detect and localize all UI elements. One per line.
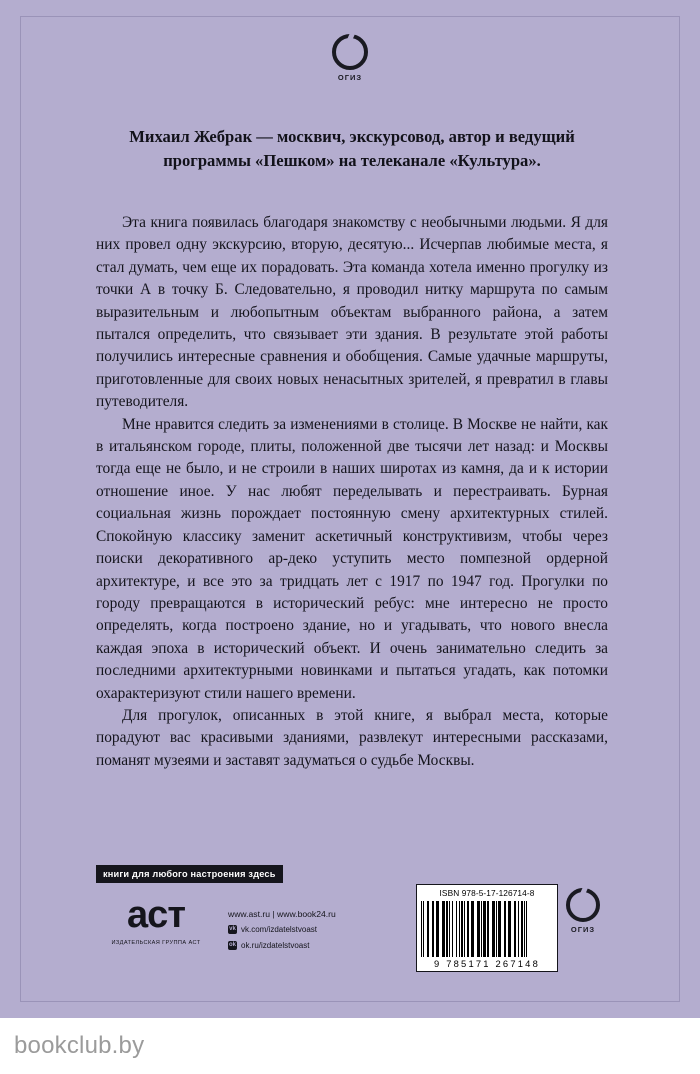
- blurb-paragraph: Эта книга появилась благодаря знакомству с необычными людьми. Я для них провел одну экскурсию, вторую, десятую... Исчерпав любимые места, я стал думать, чем еще их порадовать. Эта команда хотела именно прогулку из точки А в точку Б. Следовательно, я проводил нитку маршрута по самым выразительным и любопытным объектам выбранного района, а затем пытался определить, что связывает эти здания. В результате этой работы получились интересные сравнения и обобщения. Самые удачные маршруты, приготовленные для своих новых ненасытных зрителей, я превратил в главы путеводителя.: [96, 214, 608, 411]
- publisher-logo-bottom: [566, 888, 600, 934]
- vk-icon: vk: [229, 926, 236, 933]
- ast-publisher-logo: [96, 896, 216, 946]
- isbn-barcode-block: [416, 884, 558, 972]
- ogiz-ring-icon: [332, 34, 368, 70]
- publisher-logo-top-label: ОГИЗ: [337, 73, 363, 82]
- vk-link[interactable]: [228, 922, 336, 937]
- publisher-tagline: книги для любого настроения здесь: [96, 865, 283, 883]
- barcode-bars: [421, 901, 553, 957]
- publisher-logo-top: [0, 34, 700, 82]
- author-headline: Михаил Жебрак — москвич, экскурсовод, автор и ведущий программы «Пешком» на телеканале «Культура».: [129, 127, 575, 170]
- ok-icon: ok: [228, 941, 236, 948]
- website-links[interactable]: www.ast.ru | www.book24.ru: [228, 909, 336, 919]
- isbn-text: ISBN 978-5-17-126714-8: [439, 888, 535, 898]
- ok-link-label: ok.ru/izdatelstvoast: [241, 940, 310, 950]
- publisher-links: [228, 906, 336, 953]
- ast-logo-mark: аст: [127, 894, 185, 936]
- publisher-logo-bottom-label: ОГИЗ: [570, 925, 596, 934]
- watermark-text: bookclub.by: [14, 1032, 145, 1059]
- ast-logo-caption: ИЗДАТЕЛЬСКАЯ ГРУППА АСТ: [111, 940, 201, 946]
- blurb-text: [96, 212, 608, 772]
- ogiz-ring-icon: [566, 888, 600, 922]
- site-watermark-bar: [0, 1018, 700, 1074]
- ok-link[interactable]: [228, 938, 336, 953]
- barcode-digits: 9 785171 267148: [434, 958, 540, 969]
- blurb-paragraph: Для прогулок, описанных в этой книге, я выбрал места, которые порадуют вас красивыми зданиями, развлекут интересными рассказами, поманят музеями и заставят задуматься о судьбе Москвы.: [96, 706, 608, 769]
- vk-link-label: vk.com/izdatelstvoast: [241, 925, 318, 935]
- blurb-paragraph: Мне нравится следить за изменениями в столице. В Москве не найти, как в итальянском городе, плиты, положенной две тысячи лет назад: и Москвы тогда еще не было, и не строили в наших широтах из камня, да и к истории отношение иное. У нас любят переделывать и перестраивать. Бурная социальная жизнь порождает постоянную смену архитектурных стилей. Спокойную классику заменит аскетичный конструктивизм, чтобы через поиски декоративного ар-деко уступить место помпезной ордерной архитектуре, и все это за тридцать лет с 1917 по 1947 год. Прогулки по городу превращаются в исторический ребус: мне интересно не просто определять, когда построено здание, но и угадывать, что нового внесла каждая эпоха в исторический объект. И очень занимательно следить за последними архитектурными новинками и пытаться угадать, как потомки охарактеризуют стили нашего времени.: [96, 415, 608, 702]
